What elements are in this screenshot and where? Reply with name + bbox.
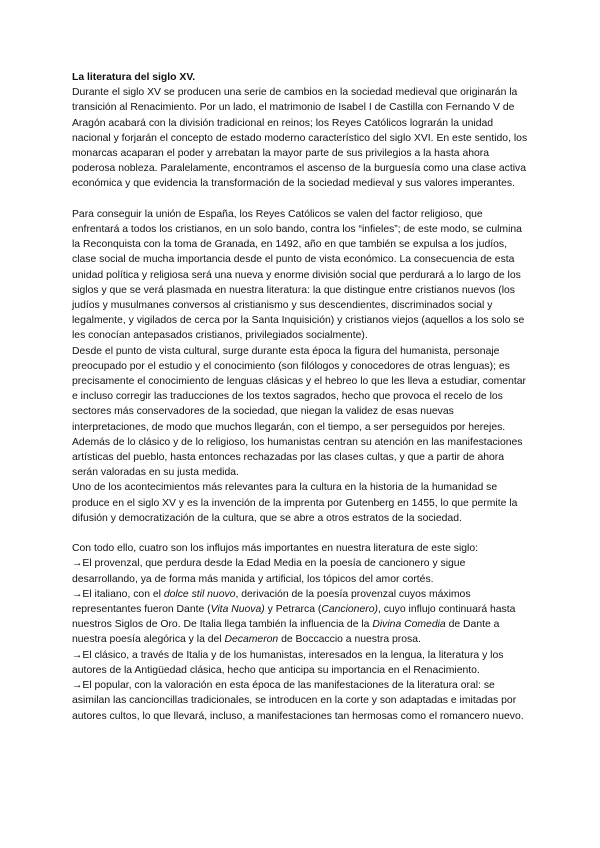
text-run: de Boccaccio a nuestra prosa. bbox=[278, 634, 421, 646]
influence-item bbox=[72, 556, 530, 586]
influences-list bbox=[72, 556, 530, 723]
paragraph-printing: Uno de los acontecimientos más relevantes para la cultura en la historia de la humanidad se produce en el siglo XV y es la invención de la imprenta por Gutenberg en 1455, lo que permite la difusión y democratización de la cultura, que se abre a otros estratos de la sociedad. bbox=[72, 482, 518, 524]
text-run: →El clásico, a través de Italia y de los humanistas, interesados en la lengua, la literatura y los autores de la Antigüedad clásica, hecho que anticipa su importancia en el Renacimiento. bbox=[72, 649, 504, 676]
document-title: La literatura del siglo XV. bbox=[72, 72, 196, 83]
text-run: , derivación de la poesía provenzal cuyos máximos representantes fueron Dante ( bbox=[72, 588, 471, 616]
text-run: , cuyo influjo continuará hasta nuestros Siglos de Oro. De Italia llega también la influencia de la bbox=[72, 604, 516, 631]
influence-item bbox=[72, 648, 530, 678]
paragraph-humanism: Desde el punto de vista cultural, surge durante esta época la figura del humanista, personaje preocupado por el estudio y el conocimiento (son filólogos y conocedores de otras lenguas); es precisamente el conocimiento de lenguas clásicas y el hebreo lo que les lleva a estudiar, comentar e incluso corregir las traducciones de los textos sagrados, hecho que provoca el recelo de los sectores más conservadores de la sociedad, que niegan la validez de esas nuevas interpretaciones, de modo que muchos llegarán, con el tiempo, a ser perseguidos por herejes. Además de lo clásico y de lo religioso, los humanistas centran su atención en las manifestaciones artísticas del pueblo, hasta entonces rechazadas por las clases cultas, y que a partir de ahora serán valoradas en su justa medida. bbox=[72, 345, 526, 479]
text-run: y Petrarca ( bbox=[264, 604, 322, 616]
italic-title: Divina Comedia bbox=[372, 619, 446, 631]
paragraph-gap bbox=[72, 192, 530, 207]
influence-item bbox=[72, 587, 530, 648]
paragraph-context: Durante el siglo XV se producen una serie de cambios en la sociedad medieval que originarán la transición al Renacimiento. Por un lado, el matrimonio de Isabel I de Castilla con Fernando V de Aragón acabará con la división tradicional en reinos; los Reyes Católicos lograrán la unidad nacional y forjarán el concepto de estado moderno característico del siglo XVI. En este sentido, los monarcas acaparan el poder y arrebatan la mayor parte de sus privilegios a la hasta ahora poderosa nobleza. Paralelamente, encontramos el ascenso de la burguesía como una clase activa económica y que evidencia la transformación de la sociedad medieval y sus valores imperantes. bbox=[72, 87, 528, 190]
italic-title: Decameron bbox=[224, 634, 279, 646]
paragraph-religion: Para conseguir la unión de España, los Reyes Católicos se valen del factor religioso, que enfrentará a todos los cristianos, en un solo bando, contra los “infieles”; de este modo, se culmina la Reconquista con la toma de Granada, en 1492, año en que también se expulsa a los judíos, clase social de mucha importancia desde el punto de vista económico. La consecuencia de esta unidad política y religiosa será una nueva y enorme división social que perdurará a lo largo de los siglos y que se verá plasmada en nuestra literatura: la que distingue entre cristianos nuevos (los judíos y musulmanes conversos al cristianismo y sus descendientes, discriminados social y legalmente, y vigilados de cerca por la Santa Inquisición) y cristianos viejos (aquellos a los solo se les conocían antepasados cristianos, privilegiados socialmente). bbox=[72, 208, 525, 342]
text-run: →El italiano, con el bbox=[72, 588, 164, 600]
italic-title: Cancionero) bbox=[321, 604, 378, 616]
influence-item bbox=[72, 678, 530, 724]
text-run: →El popular, con la valoración en esta época de las manifestaciones de la literatura oral: se asimilan las cancioncillas tradicionales, se introducen en la corte y son adaptadas e imitadas por autores cultos, lo que llevará, incluso, a manifestaciones tan hermosas como el romancero nuevo. bbox=[72, 680, 524, 722]
text-run: →El provenzal, que perdura desde la Edad Media en la poesía de cancionero y sigue desarrollando, ya de forma más manida y artificial, los tópicos del amor cortés. bbox=[72, 558, 466, 585]
paragraph-gap bbox=[72, 526, 530, 541]
text-run: de Dante a nuestra poesía alegórica y la del bbox=[72, 619, 500, 646]
italic-title: Vita Nuova) bbox=[210, 604, 265, 616]
paragraph-influences-intro: Con todo ello, cuatro son los influjos más importantes en nuestra literatura de este siglo: bbox=[72, 543, 479, 555]
italic-title: dolce stil nuovo bbox=[163, 588, 236, 600]
